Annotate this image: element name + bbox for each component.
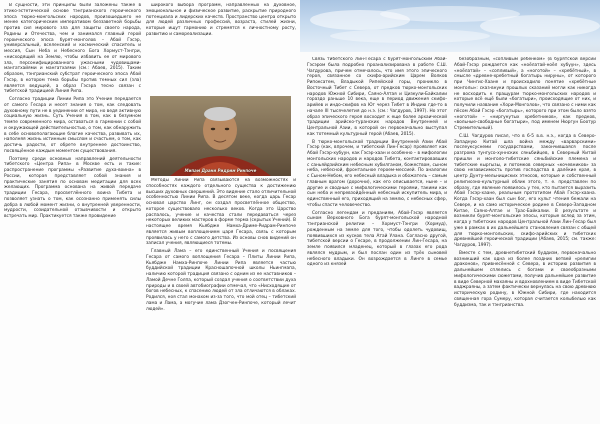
sky-banner-image	[300, 0, 600, 52]
left-column-3	[146, 178, 296, 421]
right-column-1	[307, 57, 447, 421]
paragraph: Связь тибетского Лин-Гесара с бурят-монгольским Абай-Гэсэром была подробно проанализирована в работе С.Ш. Чагдурова, причем отмечалось, что имя этого эпического героя, связанное со скифо-арийским Царем Волков Рипоксатем, Владыкой Рипейской горы, проникло в Восточный Тибет с Севера, от предков тюрко-монгольских народов Южной Сибири, Саяно-Алтая и Цизкули-Байкалии гораздо раньше 10 века, еще в период движения скифо-арийев и индо-скифов на Юг через Тибет в Индию где-то в начале III тысячелетия до н.э. (см.: Чагдуров, 1997). Но этот образ эпического героя восходит к еще более архаической традиции арийско-туранских народов Внутренней и Центральной Азии, в которой он первоначально выступал как тотемный культурный герой (Абаев, 2015).	[307, 57, 447, 137]
left-column-1	[4, 3, 141, 421]
paragraph: Вместе с тем, древнетибетский буддизм, первоначально возникший как одна из более поздних ветвей «религии драконов», привнесённой с Севера, в историю развития в дальнейшем сплелись с богами и своеобразными мифологическими сюжетами, получив дальнейшее развитие в виде Северной махаяны и вдохновлением в виде Тибетской ваджраяны, а затем фактически вернулась на свою древнюю историческую родину, в Южной Сибири, где находится священная гора Сумеру, которая считается колыбелью как буддизма, так и тэнгрианства.	[454, 250, 596, 308]
paragraph: широкого выбора программ, направленных на духовное, эмоциональное и физическое развитие, раскрытие природного потенциала и лидерских качеств. Пространство центра открыто для людей различных профессий, возраста, стилей жизни, которые ищут гармонию и стремятся к личностному росту, развитию и самореализации.	[146, 3, 296, 37]
paragraph: Согласно традиции Линии Рипа это Учение передается от самого Гесара и несет знания о том, как следовать духовному пути не в уединении от мира, но ведя активную социальную жизнь. Суть Учения в том, как в безумном темпе современного мира, оставаться в гармонии с собой и окружающей действительностью, о том, как обнаружить в себе основополагающие благие качества, развивать их, наполняя жизнь истинным смыслом и счастьем, о том, как достичь радости, от обрете внутреннее достоинство, посвящённое каждым моментом существования.	[4, 97, 141, 154]
paragraph: Поэтому среди основных направлений деятельности тибетского «Центра Рипа» в Москве есть и такие: распространение программы «Развитие духа-воина» в России, которая представляет собой знания и практические занятия по основам медитации для всех желающих. Программа основана на живой передаче традиции Гесара, просветлённого воина Тибета и позволяет узнать о том, как осознанно применять силы добра в любой момент жизни, о внутренней уверенности, мудрости, созидательной отзывчивости и открыто встречать мир. Практикуется также провидение	[4, 156, 141, 219]
right-column-2	[454, 57, 596, 421]
lama-portrait-photo	[150, 96, 291, 176]
paragraph: Главный Лама – его единственный Учения и посвящения Гесара от самого воплощения Гесара – Плиты Линии Рипа, Кьябдже Намха-Ринпоче Линии Рипа является частью буддийской традиции Красношапочной школы Ньингмапа, наличию которой традиция связано с одним из ее наставников – Ламой Дечне Голпа, который создал учения о соответствии духа природы и в своей автобиографии отмечал, что «Нисходящие от богов небесных, к спасению людей от зла отличаются в облаках. Родился, ноя стал монахом из-за того, что мой отец – тибетский лама и Лама, а могучие лама Дзогчен-Ринпоче, который лечит людей».	[146, 249, 296, 312]
left-column-2	[146, 3, 296, 95]
paragraph: безобразным, «сопливым ребёнком» (в бурятской версии Абай-Гэсэр рождается как «ноёлатай-ноёл хубүүн», здесь «ноёлатай» – «сопливый», а «ноготой» – «хребётный», в смысле «древне-хребетный богатырь нируны», от которого при Чингис-Хаане и происходило понятие «хребётные монголы»: сказ-внуки прошлых сказаний могли как никогда не восходить к пращурам тюрко-монгольских народов и которые всё ещё были «богатыри», происходящие от них, и получили название «Хори-Монголов», что связано с ними как пёсом Абай Гэсэр «богатырь», которого при этом было взято «ноготой» – «ниргунутых хребетников», как предков, «вольные-свободные богатыри», под именем Нюргун Боотур Стремительный).	[454, 57, 596, 131]
paragraph: Методы Линии Рипа связываются на возможностях и способностях каждого отдельного существа к достижению высших духовных свершений. Это видение стало отличительной особенностью Линии Рипа. В десятом веке, когда царь Гесар основал царство Линг, он создал просветлённое общество, которое существовало несколько веков. Когда это Царство распалось, учение и качества стали передаваться через некоторых великих мастеров в форме терма (скрытых Учений). В настоящее время Кьябдже Намха-Дриме-Ридрам-Ринпоче является живым воплощением царя Гесара, связь с которым проявилась у него с самого детства. Из основы снов видений он записал учения, являющиеся тотемы.	[146, 178, 296, 247]
horizon-haze	[490, 40, 600, 52]
paragraph: В сущности, эти принципы были заложены также в этико-эстетической основе тэнгрианского героического эпоса тюрко-монгольских народов, произошедшего не менее категорическим императивом беззаветной борьбы против сил мирового зла для защиты своего народа, Родины и Отечества, чем и занимался главный герой героического эпоса бурят-монголов – Абай Гэсэр, универсальный, вселенский и космический спаситель и мессия, Сын Неба и Небесного Бога Хормуст-Тэнгри, «нисходящий на Землю, чтобы избавить ее от мирового зла, персонифицированного ужасными чудовищами-мангатхайями и мангатхаями (см.: Абаев, 2015). Таким образом, тэнгрианский субстрат героического эпоса Абай Гэсэр, в котором тема борьбы против темных сил (зла) является ведущей, а образ Гэсэра тесно связан с тибетской традицией Линия Рипа.	[4, 3, 141, 95]
paragraph: В тюрко-монгольской традиции Внутренней Азии Абай Гэсэр (как, впрочем, и тибетский Лин-Гесар) проявляет как Абай Гэсэр-хубуун, как Гэсэр-хаан и особенно – в мифологии монгольских народов и народов Тибета, контактировавших с саньяйдзийским небесным хубилганом, божеством, сыном неба, небесной, фронтальное героем-мессией. По аналогии с Сыном-Небом, его небесный владыка и обожатель – самым главным врагом (дорочни), как его описывается, ныне – и другие и сводные с мифологическими героями, такими как сын неба и непревзойдённый небесный искупитель мира, и единственный его, приходящий на землю, с небесных сфер, чтобы спасти человечество.	[307, 139, 447, 208]
portrait-illustration	[150, 96, 291, 176]
paragraph: Согласно легендам и преданиям, Абай-Гэсэр является сыном Верховного Бога бурят-монгольской народной тэнгрианской религии – Хормуст-Тэнгри (Хормуд), рожденным на земле для того, чтобы одолеть чудовищ, появившихся из кусков тела Атай Улана. Согласно другой, тибетской версии о Гесаре, в продолжении Лин-Гесара, на земле появился младенец, который в глазах его рода являлся мудрым, и был послан один из трёх сыновей небесного владыки. Он возрождается в Линге в семье одного из князей	[307, 210, 447, 268]
photo-caption: Мипам Драни Ридрим Ринпоче	[184, 168, 257, 173]
right-page	[300, 0, 600, 424]
paragraph: С.Ш. Чагдуров писал, что в 6-5 в.в. н.э., когда в Северо-Западную Китай шла война между «варварскими» послеуксуснеми государствами, закончившаяся после разгрома тунгусо-хуннских сяньбийцев, в Северный Китай пришли и монголо-тибетские сяньбийские племена и тибетские кыргызы, и потомков северных «кочевников» за свою независимость против господства в далёкие края, в центр Дунту-мельнициских этносов, которые и собственный религиозно-культурный облик этого, т. е. представлен по образу, где явление появилось у тех, кто пытается выразить Абай Гэсэр-хаане, реальным прототипом Абай Гэсэр-хаана. Когда Гэсэр-хаан был сын бог, его культ чтения бежали на Севере, и на само историческое родине в Северо-Западном Китае, Саяно-Алтае и Трас-Байкалии. В результате и возникли бурят-монгольские эпосы, которые вслед за этим, когда у тибетских народов Центральной Азии Лин-Гесар был уже в рамках в их дальнейшего становления связан с общей для тюрко-монгольских, скифо-арийских и тибетских древнейшей героической традиции (Абаев, 2015; см. также: Чагдуров, 1997).	[454, 133, 596, 248]
